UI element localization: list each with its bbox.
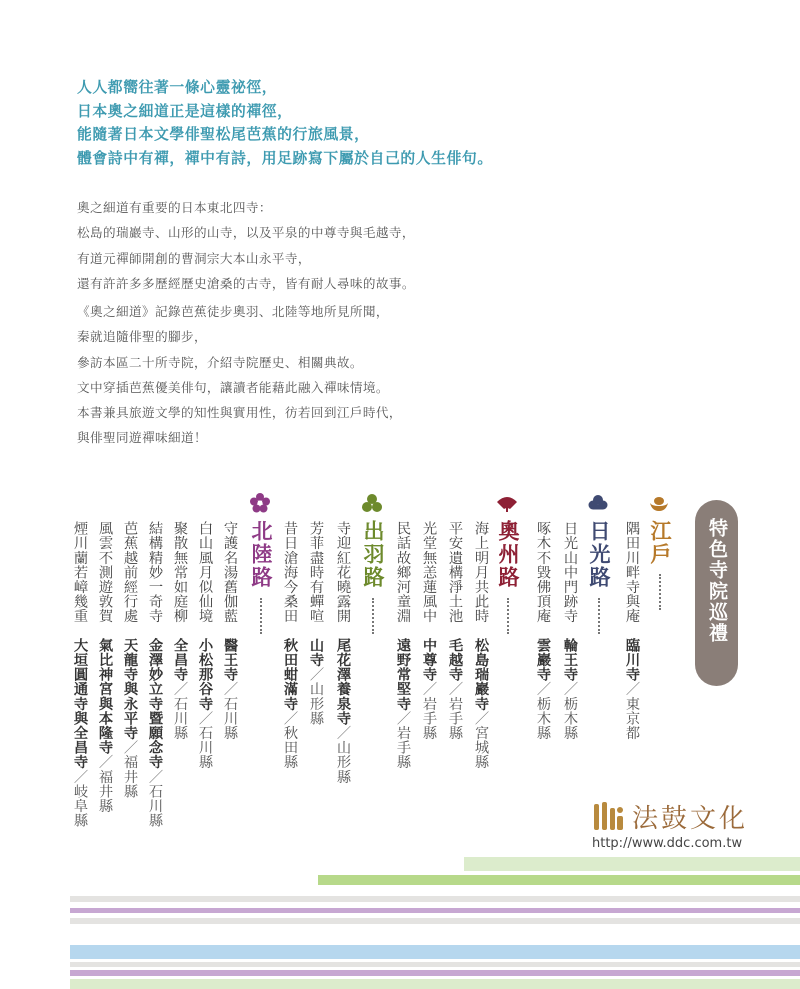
paragraph-line: 本書兼具旅遊文學的知性與實用性，彷若回到江戶時代，	[77, 405, 402, 421]
temple-entry: 芭蕉越前經行處 天龍寺與永平寺／福井縣	[122, 521, 138, 799]
temple-entry: 煙川蘭若嶂幾重 大垣圓通寺與全昌寺／岐阜縣	[72, 521, 88, 828]
tagline-line: 體會詩中有禪，禪中有詩，用足跡寫下屬於自己的人生俳句。	[77, 149, 493, 167]
route-title-nikko: 日光路	[587, 520, 612, 589]
temple-entry: 日光山中門跡寺 輪王寺／栃木縣	[562, 521, 578, 741]
temple-name: 輪王寺	[562, 637, 578, 682]
decorative-stripe	[464, 857, 800, 871]
paragraph-line: 秦就追隨俳聖的腳步，	[77, 329, 207, 345]
temple-name: 全昌寺	[172, 637, 188, 682]
route-title-oshu: 奧州路	[496, 520, 521, 589]
temple-name: 遠野常堅寺	[395, 637, 411, 711]
three-circles-icon	[361, 492, 383, 514]
temple-entry: 平安遺構淨土池 毛越寺／岩手縣	[447, 521, 463, 741]
decorative-stripe	[70, 970, 800, 976]
cloud-icon	[587, 492, 609, 514]
temple-entry: 風雲不測遊敦賀 氣比神宮與本隆寺／福井縣	[97, 521, 113, 814]
temple-name: 天龍寺與永平寺	[122, 637, 138, 741]
decorative-stripe	[70, 896, 800, 902]
paragraph-line: 參訪本區二十所寺院，介紹寺院歷史、相關典故。	[77, 354, 363, 370]
temple-name: 松島瑞巖寺	[473, 637, 489, 711]
intro-paragraph-book	[77, 299, 402, 451]
paragraph-line: 文中穿插芭蕉優美俳句，讓讀者能藉此融入禪味情境。	[77, 379, 389, 395]
temple-entry: 結構精妙一奇寺 金澤妙立寺暨願念寺／石川縣	[147, 521, 163, 828]
publisher-name: 法鼓文化	[632, 804, 749, 834]
temple-entry: 啄木不毀佛頂庵 雲巖寺／栃木縣	[535, 521, 551, 741]
decorative-stripe	[70, 908, 800, 913]
temple-name: 大垣圓通寺與全昌寺	[72, 637, 88, 770]
temple-entry: 守護名湯舊伽藍 醫王寺／石川縣	[222, 521, 238, 741]
decorative-stripe	[318, 875, 800, 885]
route-title-dots	[260, 598, 262, 634]
temple-entry: 芳菲盡時有蟬喧 山寺／山形縣	[308, 521, 324, 726]
badge-label: 特色寺院巡禮	[706, 518, 728, 644]
route-title-dots	[659, 574, 661, 610]
temple-name: 氣比神宮與本隆寺	[97, 637, 113, 755]
intro-paragraph-temples	[77, 195, 415, 296]
temple-entry: 海上明月共此時 松島瑞巖寺／宮城縣	[473, 521, 489, 770]
temple-name: 小松那谷寺	[197, 637, 213, 711]
temple-name: 中尊寺	[421, 637, 437, 682]
temple-name: 金澤妙立寺暨願念寺	[147, 637, 163, 770]
route-title-dewa: 出羽路	[361, 520, 386, 589]
tagline-line: 日本奧之細道正是這樣的禪徑，	[77, 102, 293, 120]
temple-entry: 光堂無恙蓮風中 中尊寺／岩手縣	[421, 521, 437, 741]
publisher-url: http://www.ddc.com.tw	[592, 836, 743, 851]
paragraph-line: 奧之細道有重要的日本東北四寺：	[77, 200, 272, 215]
temple-name: 雲巖寺	[535, 637, 551, 682]
decorative-stripe	[70, 945, 800, 959]
featured-temples-badge	[695, 500, 738, 686]
temple-name: 秋田蚶滿寺	[282, 637, 298, 711]
paragraph-line: 《奧之細道》記錄芭蕉徒步奧羽、北陸等地所見所聞，	[77, 304, 389, 319]
temple-name: 尾花澤養泉寺	[335, 637, 351, 726]
paragraph-line: 與俳聖同遊禪味細道！	[77, 430, 207, 446]
tagline-line: 能隨著日本文學俳聖松尾芭蕉的行旅風景，	[77, 126, 370, 143]
route-title-dots	[598, 598, 600, 634]
paragraph-line: 松島的瑞巖寺、山形的山寺，以及平泉的中尊寺與毛越寺，	[77, 225, 415, 241]
route-title-hokuriku: 北陸路	[249, 520, 274, 589]
temple-name: 醫王寺	[222, 637, 238, 682]
route-title-edo: 江戶	[648, 520, 673, 566]
temple-entry: 昔日滄海今桑田 秋田蚶滿寺／秋田縣	[282, 521, 298, 770]
temple-name: 毛越寺	[447, 637, 463, 682]
temple-name: 臨川寺	[624, 637, 640, 682]
decorative-stripe	[70, 979, 800, 989]
tagline	[77, 76, 493, 170]
decorative-stripe	[70, 962, 800, 967]
paragraph-line: 還有許許多多歷經歷史滄桑的古寺，皆有耐人尋味的故事。	[77, 275, 415, 291]
route-title-dots	[507, 598, 509, 634]
temple-entry: 聚散無常如庭柳 全昌寺／石川縣	[172, 521, 188, 741]
route-title-dots	[372, 598, 374, 634]
paragraph-line: 有道元禪師開創的曹洞宗大本山永平寺，	[77, 250, 311, 266]
temple-entry: 白山風月似仙境 小松那谷寺／石川縣	[197, 521, 213, 770]
temple-name: 山寺	[308, 637, 324, 668]
temple-entry: 隅田川畔寺與庵 臨川寺／東京都	[624, 521, 640, 741]
fan-icon	[496, 492, 518, 514]
temple-entry: 寺迎紅花曉露開 尾花澤養泉寺／山形縣	[335, 521, 351, 784]
publisher-mark-icon	[592, 800, 626, 834]
flower-icon	[249, 492, 271, 514]
decorative-stripe	[70, 918, 800, 924]
temple-entry: 民話故鄉河童淵 遠野常堅寺／岩手縣	[395, 521, 411, 770]
ingot-icon	[648, 492, 670, 514]
tagline-line: 人人都嚮往著一條心靈祕徑，	[77, 79, 278, 96]
